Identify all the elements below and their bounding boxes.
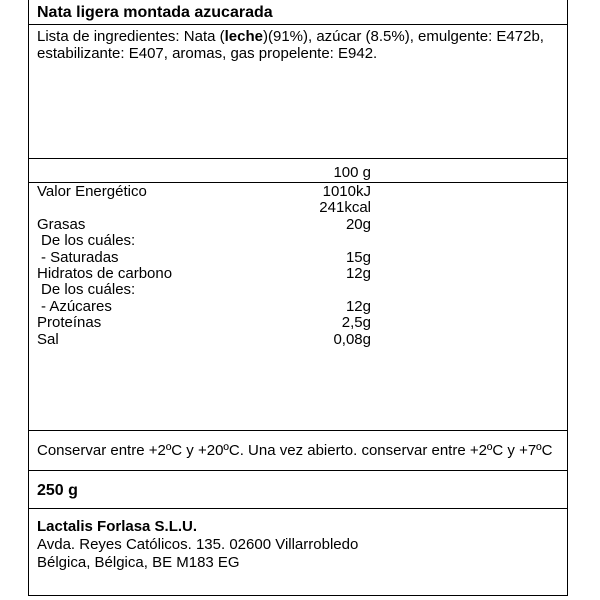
divider-nutrition [29,430,567,431]
nutrition-row-value: 15g [345,248,371,266]
storage-instructions: Conservar entre +2ºC y +20ºC. Una vez abierto. conservar entre +2ºC y +7ºC [37,442,553,459]
company-country: Bélgica, Bélgica, BE M183 EG [37,554,240,571]
ingredients-prefix: Lista de ingredientes: Nata ( [37,28,225,45]
nutrition-row-label: Sal [37,330,59,348]
nutrition-row-value: 2,5g [341,314,371,332]
nutrition-row-label: Hidratos de carbono [37,265,173,282]
nutrition-row-label: Proteínas [37,314,102,332]
divider-storage [29,470,567,471]
company-name: Lactalis Forlasa S.L.U. [37,518,198,535]
net-weight: 250 g [37,482,78,499]
divider-weight [29,508,567,509]
nutrition-row-value: 241kcal [319,199,371,217]
nutrition-row-value: 1010kJ [322,183,371,200]
ingredients-allergen: leche [224,28,263,45]
nutrition-row-value: 12g [345,297,371,315]
nutrition-row-label: De los cuáles: [41,281,136,299]
divider-title [29,24,567,25]
nutrition-row-value: 0,08g [333,330,371,348]
nutrition-row-label: - Saturadas [41,248,119,266]
label-frame [28,0,568,596]
nutrition-row-label: De los cuáles: [41,232,136,250]
product-title: Nata ligera montada azucarada [37,4,273,21]
divider-ingredients [29,158,567,159]
ingredients-suffix: )(91%), azúcar (8.5%), emulgente: E472b, estabilizante: E407, aromas, gas propelente: E942. [37,28,544,62]
ingredients-text [37,28,557,62]
company-address: Avda. Reyes Católicos. 135. 02600 Villarrobledo [37,536,359,553]
nutrition-row-label: Valor Energético [37,183,147,200]
nutrition-header: 100 g [333,164,371,181]
nutrition-row-value: 12g [345,265,371,282]
nutrition-row-label: Grasas [37,215,86,233]
nutrition-row-value: 20g [345,215,371,233]
nutrition-row-label: - Azúcares [41,297,112,315]
